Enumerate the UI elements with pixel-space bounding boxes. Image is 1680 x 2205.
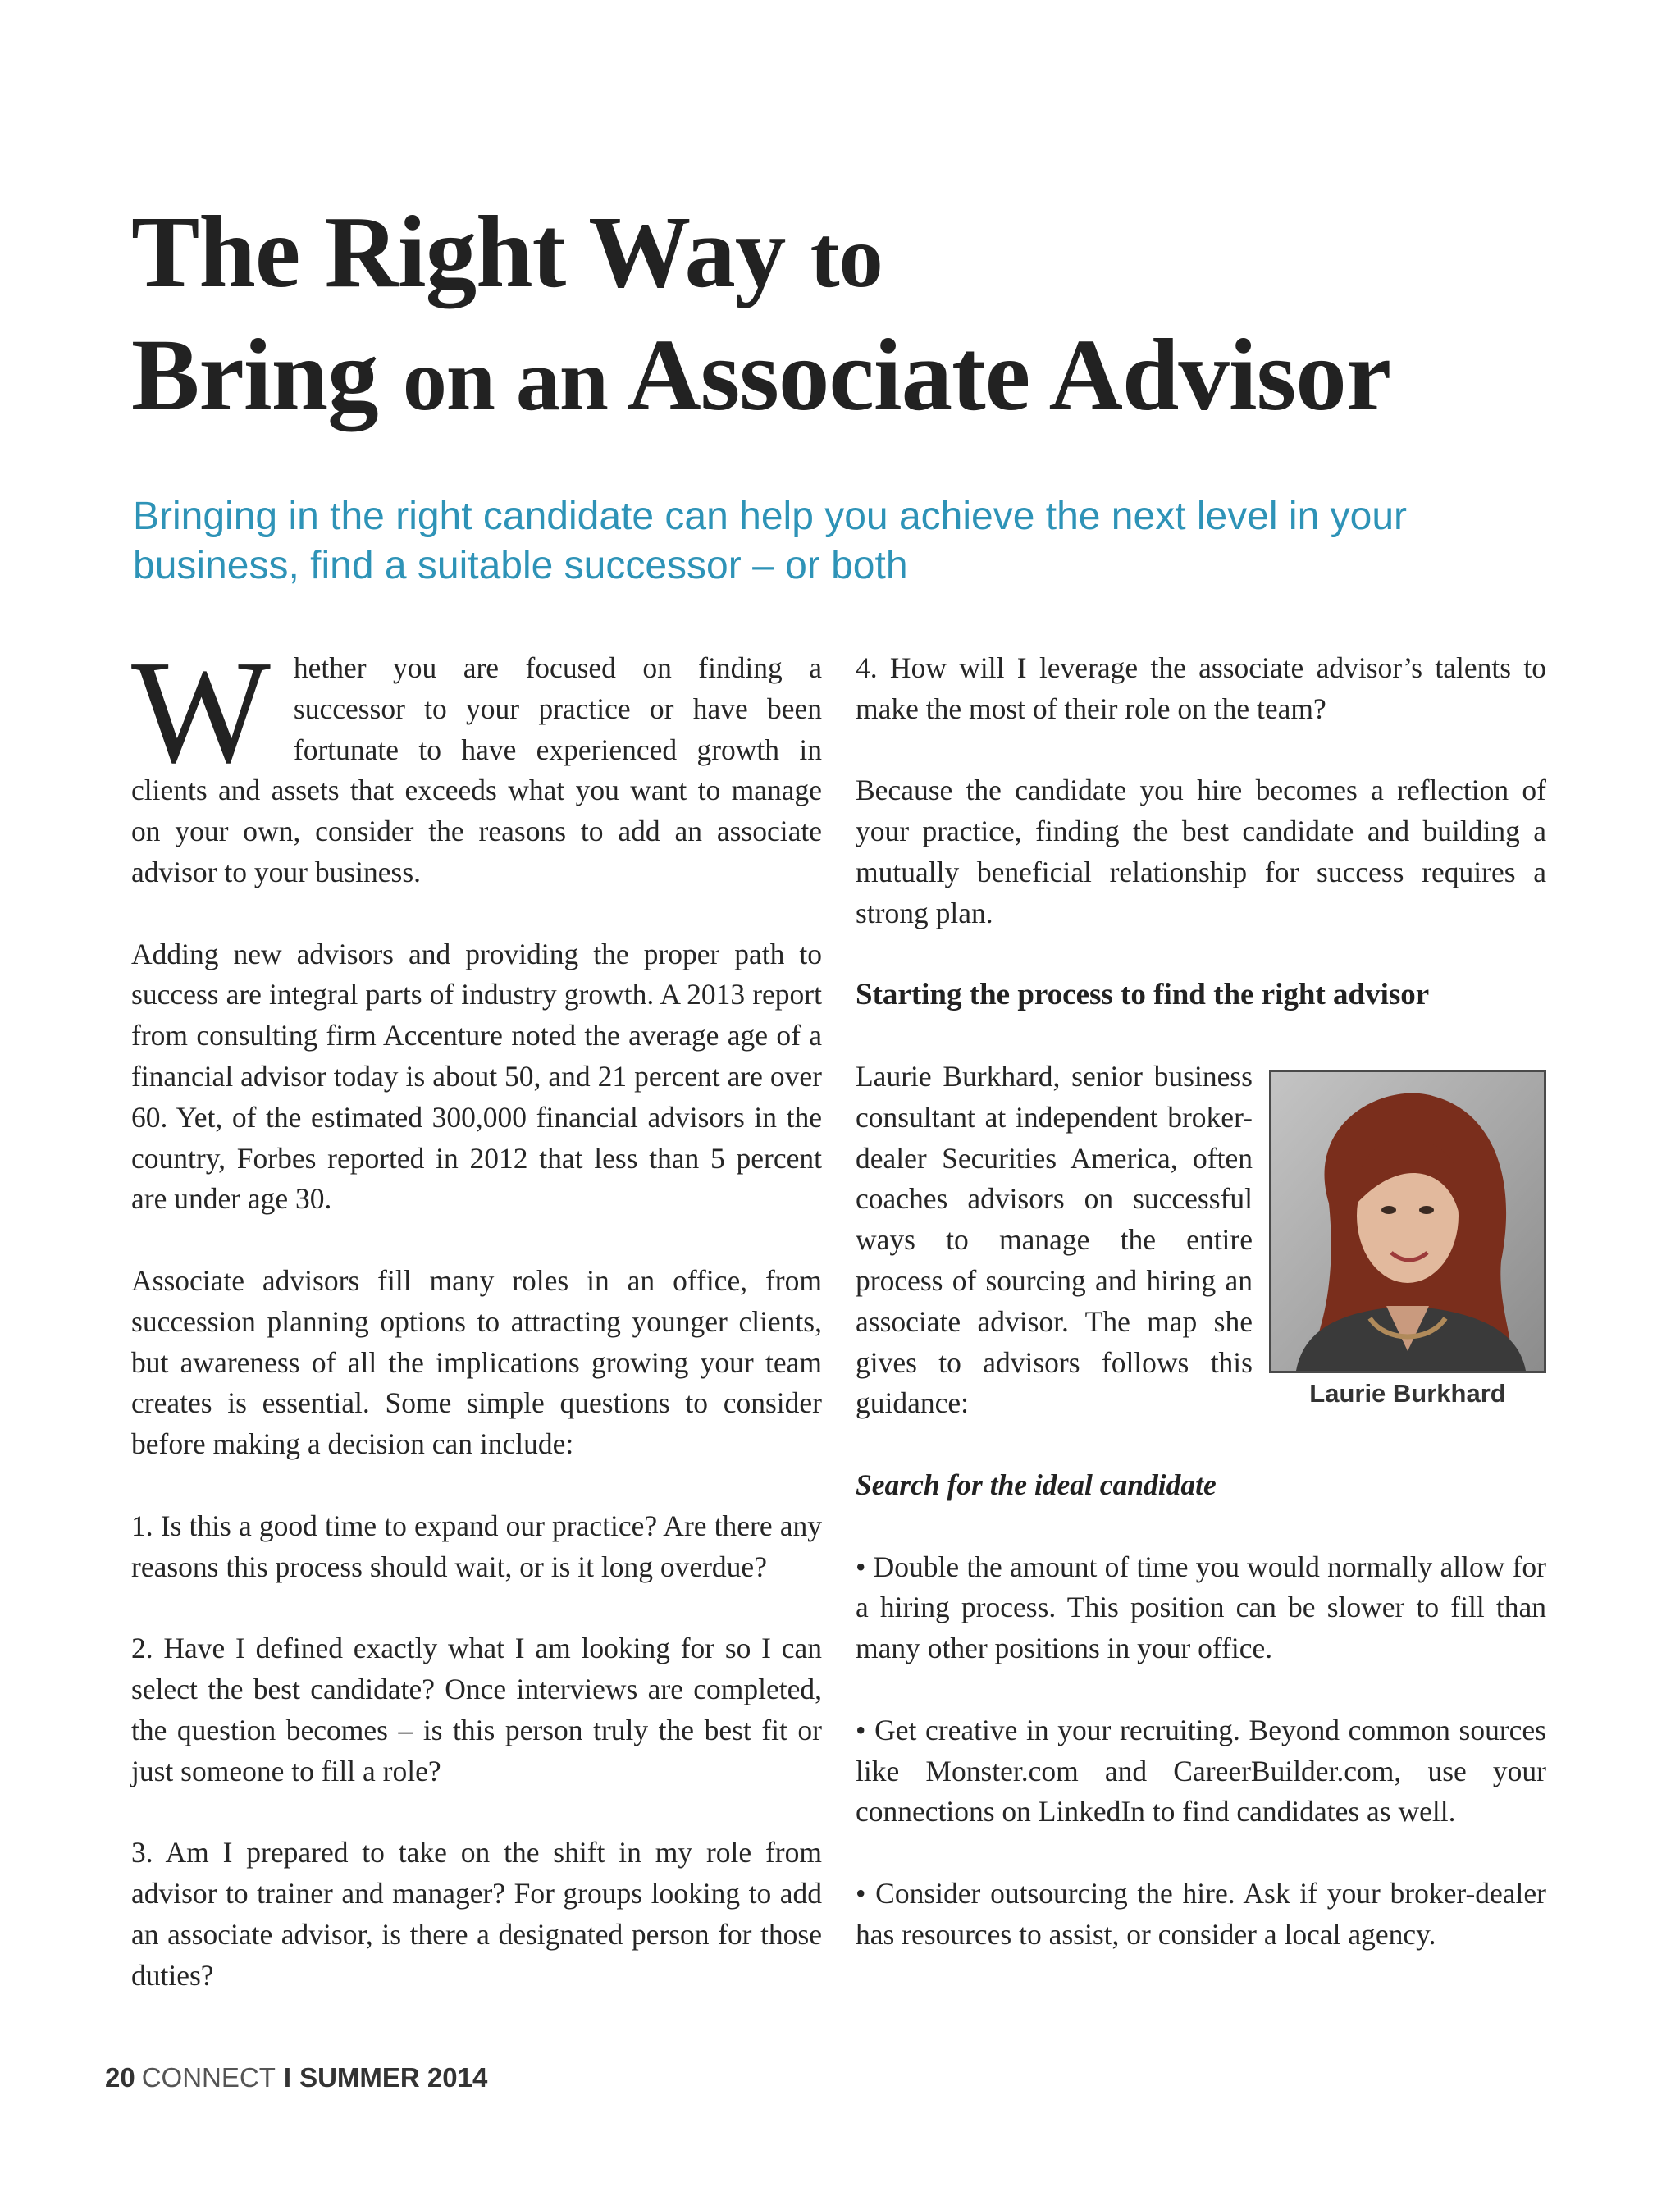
section-heading: Starting the process to find the right advisor [856,978,1430,1012]
title-line1-b: to [810,208,883,306]
photo-caption: Laurie Burkhard [1309,1378,1506,1408]
left-column [131,630,822,2037]
right-column [856,648,1546,1996]
question-4: 4. How will I leverage the associate advisor’s talents to make the most of their role on the team? [856,651,1546,725]
article-title [131,194,1608,440]
search-subheading: Search for the ideal candidate [856,1468,1217,1501]
footer-separator: I [283,2062,292,2093]
issue-label: SUMMER 2014 [299,2062,488,2093]
title-line2-c: Associate Advisor [627,319,1391,432]
question-3: 3. Am I prepared to take on the shift in my role from advisor to trainer and manager? For groups looking to add an associate advisor, is there a designated person for those duties? [131,1836,822,1992]
reflection-paragraph: Because the candidate you hire becomes a reflection of your practice, finding the best candidate and building a mutually beneficial relationship for success requires a strong plan. [856,774,1546,929]
intro-paragraph [131,630,822,893]
title-line1-a: The Right Way [131,196,786,309]
portrait-illustration [1271,1072,1544,1371]
article-subtitle: Bringing in the right candidate can help you achieve the next level in your business, find a suitable successor – or both [133,495,1407,587]
magazine-name: CONNECT [141,2062,276,2093]
title-line2-a: Bring [131,319,378,432]
industry-paragraph: Adding new advisors and providing the proper path to success are integral parts of industry growth. A 2013 report from consulting firm Accenture noted the average age of a financial advisor today is about 50, and 21 percent are over 60. Yet, of the estimated 300,000 financial advisors in the country, Forbes reported in 2012 that less than 5 percent are under age 30. [131,937,822,1216]
drop-cap: W [131,630,271,793]
photo-block [1269,1070,1546,1411]
bullet-1: • Double the amount of time you would normally allow for a hiring process. This position can be slower to fill than many other positions in your office. [856,1550,1546,1665]
bullet-2: • Get creative in your recruiting. Beyond common sources like Monster.com and CareerBuilder.com, use your connections on LinkedIn to find candidates as well. [856,1713,1546,1828]
roles-paragraph: Associate advisors fill many roles in an office, from succession planning options to attracting younger clients, but awareness of all the implications growing your team creates is essential. Some simple questions to consider before making a decision can include: [131,1263,822,1461]
question-2: 2. Have I defined exactly what I am looking for so I can select the best candidate? Once interviews are completed, the question becomes – is this person truly the best fit or just someone to fill a role? [131,1632,822,1787]
page-number: 20 [105,2062,135,2093]
bullet-3: • Consider outsourcing the hire. Ask if your broker-dealer has resources to assist, or consider a local agency. [856,1876,1546,1951]
laurie-paragraph: Laurie Burkhard, senior business consultant at independent broker-dealer Securities America, often coaches advisors on successful ways to manage the entire process of sourcing and hiring an associate advisor. The map she gives to advisors follows this guidance: [856,1059,1253,1420]
intro-text: hether you are focused on finding a successor to your practice or have been fortunate to have experienced growth in clients and assets that exceeds what you want to manage on your own, consider the reasons to add an associate advisor to your business. [131,651,822,888]
question-1: 1. Is this a good time to expand our practice? Are there any reasons this process should wait, or is it long overdue? [131,1509,822,1583]
page-footer [105,2062,487,2093]
portrait-photo [1269,1070,1546,1373]
title-line2-b: on an [402,331,608,429]
